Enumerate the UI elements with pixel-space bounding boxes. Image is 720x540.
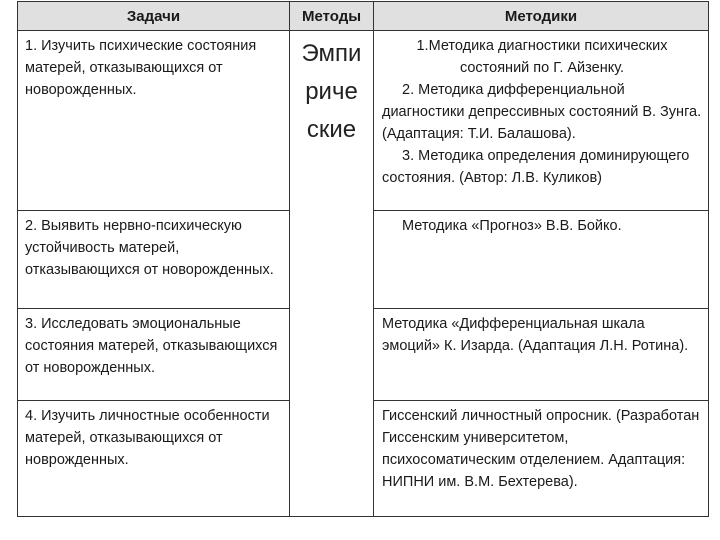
techniques-text xyxy=(374,31,708,189)
task-text: 2. Выявить нервно-психическую устойчивость матерей, отказывающихся от новорожденных. xyxy=(25,218,274,278)
technique-item: Методика «Прогноз» В.В. Бойко. xyxy=(402,218,622,234)
header-row xyxy=(18,2,709,31)
technique-item: Гиссенский личностный опросник. (Разработан Гиссенским университетом, психосоматическим отделением. Адаптация: НИПНИ им. В.М. Бехтерева). xyxy=(382,408,700,490)
header-techniques: Методики xyxy=(374,2,709,31)
task-cell xyxy=(18,211,290,309)
task-cell xyxy=(18,31,290,211)
method-label xyxy=(290,35,373,149)
header-methods: Методы xyxy=(290,2,374,31)
table-row xyxy=(18,31,709,211)
techniques-text xyxy=(374,211,708,237)
techniques-text xyxy=(374,401,708,493)
methods-table xyxy=(17,1,709,517)
techniques-cell xyxy=(374,309,709,401)
method-cell xyxy=(290,31,374,517)
task-cell xyxy=(18,401,290,517)
techniques-cell xyxy=(374,31,709,211)
technique-item: 1.Методика диагностики психических состояний по Г. Айзенку. xyxy=(416,38,668,76)
technique-item: Методика «Дифференциальная шкала эмоций» К. Изарда. (Адаптация Л.Н. Ротина). xyxy=(382,316,689,354)
techniques-text xyxy=(374,309,708,357)
task-cell xyxy=(18,309,290,401)
header-tasks: Задачи xyxy=(18,2,290,31)
task-text: 1. Изучить психические состояния матерей, отказывающихся от новорожденных. xyxy=(25,38,257,98)
techniques-cell xyxy=(374,211,709,309)
technique-item: 3. Методика определения доминирующего состояния. (Автор: Л.В. Куликов) xyxy=(382,148,690,186)
task-text: 4. Изучить личностные особенности матерей, отказывающихся от новрожденных. xyxy=(25,408,270,468)
method-label-line: Эмпи xyxy=(301,40,362,67)
task-text: 3. Исследовать эмоциональные состояния матерей, отказывающихся от новорожденных. xyxy=(25,316,278,376)
method-label-line: риче xyxy=(305,78,358,105)
technique-item: 2. Методика дифференциальной диагностики депрессивных состояний В. Зунга. (Адаптация: Т.И. Балашова). xyxy=(382,82,702,142)
techniques-cell xyxy=(374,401,709,517)
method-label-line: ские xyxy=(306,116,357,143)
